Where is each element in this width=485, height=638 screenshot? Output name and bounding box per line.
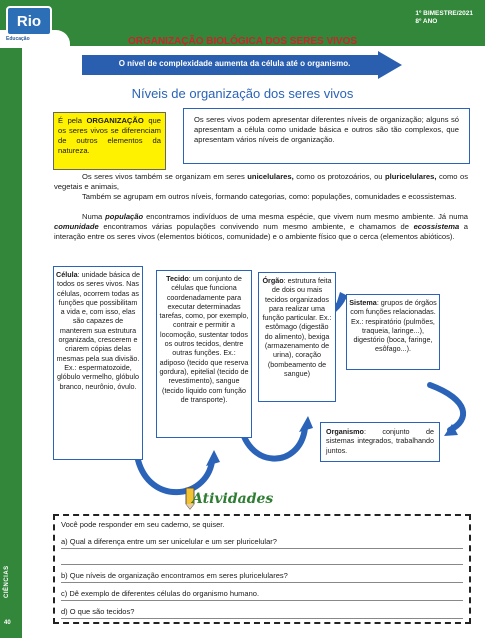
level-tissue: Tecido: um conjunto de células que funciona coordenadamente para executar determinadas tarefas, como, por exemplo, contrair e permitir a locomoção, sustentar todos os outros tecidos, dentre outras funções. Ex.: adiposo (tecido que reserva gordura), epitelial (tecido de revestimento), sangue (tecido líquido com função de transporte). — [156, 270, 252, 438]
answer-line-a[interactable] — [61, 549, 463, 565]
page-number: 40 — [4, 620, 11, 626]
level-organism: Organismo: conjunto de sistemas integrados, trabalhando juntos. — [320, 422, 440, 462]
page-title: ORGANIZAÇÃO BIOLÓGICA DOS SERES VIVOS — [127, 36, 358, 47]
question-a: a) Qual a diferença entre um ser unicelular e um ser pluricelular? — [61, 531, 463, 549]
activities-heading: Atividades — [192, 491, 274, 507]
highlight-bold: ORGANIZAÇÃO — [86, 116, 144, 125]
logo-text: Rio — [16, 12, 42, 30]
school-year: 8º ANO — [415, 18, 438, 25]
level-system: Sistema: grupos de órgãos com funções relacionadas. Ex.: respiratório (pulmões, traqueia, laringe...), digestório (boca, faringe, esôfago...). — [346, 294, 440, 370]
activities-box — [53, 514, 471, 624]
question-d: d) O que são tecidos? — [61, 601, 463, 619]
question-c: c) Dê exemplo de diferentes células do organismo humano. — [61, 583, 463, 601]
paragraph-levels: Também se agrupam em outros níveis, formando categorias, como: populações, comunidades e ecossistemas. — [82, 192, 457, 201]
level-cell: Célula: unidade básica de todos os seres vivos. Nas células, ocorrem todas as funções que possibilitam a vida e, com isso, elas são capazes de manterem sua estrutura organizada, crescerem e criarem cópias delas mesmas pela sua divisão. Ex.: espermatozoide, glóbulo vermelho, glóbulo branco, neurônio, óvulo. — [53, 266, 143, 460]
subject-label: CIÊNCIAS — [4, 565, 10, 598]
paragraph-ecosystem: Numa população encontramos indivíduos de uma mesma espécie, que vivem num mesmo ambiente. Já numa comunidade encontramos várias populações convivendo num mesmo ambiente, e chamamos de ecossistema a interação entre os seres vivos (elementos bióticos, comunidade) e o ambiente físico que o cerca (elementos abióticos). — [54, 212, 468, 241]
logo-subtitle: Educação — [6, 36, 30, 42]
connector-cell-tissue — [138, 460, 212, 492]
level-organ: Órgão: estrutura feita de dois ou mais tecidos organizados para realizar uma função particular. Ex.: estômago (digestão do alimento), bexiga (armazenamento de urina), coração (bombeamento de sangue) — [258, 272, 336, 402]
bimester: 1º BIMESTRE/2021 — [415, 10, 473, 17]
intro-box: Os seres vivos podem apresentar diferentes níveis de organização; alguns só apresentam a célula como unidade básica e outros são tão complexos, que apresentam vários níveis de organização. — [183, 108, 470, 164]
highlight-text-1: É pela — [58, 116, 87, 125]
section-subtitle: Níveis de organização dos seres vivos — [131, 86, 354, 101]
arrow-caption: O nível de complexidade aumenta da célula até o organismo. — [118, 59, 351, 68]
question-b: b) Que níveis de organização encontramos em seres pluricelulares? — [61, 565, 463, 583]
activities-intro: Você pode responder em seu caderno, se quiser. — [61, 520, 225, 529]
paragraph-unicellular: Os seres vivos também se organizam em seres unicelulares, como os protozoários, ou pluricelulares, como os vegetais e animais, — [54, 172, 468, 191]
highlight-text-2: que os seres vivos se diferenciam de outros elementos da natureza. — [58, 116, 161, 155]
